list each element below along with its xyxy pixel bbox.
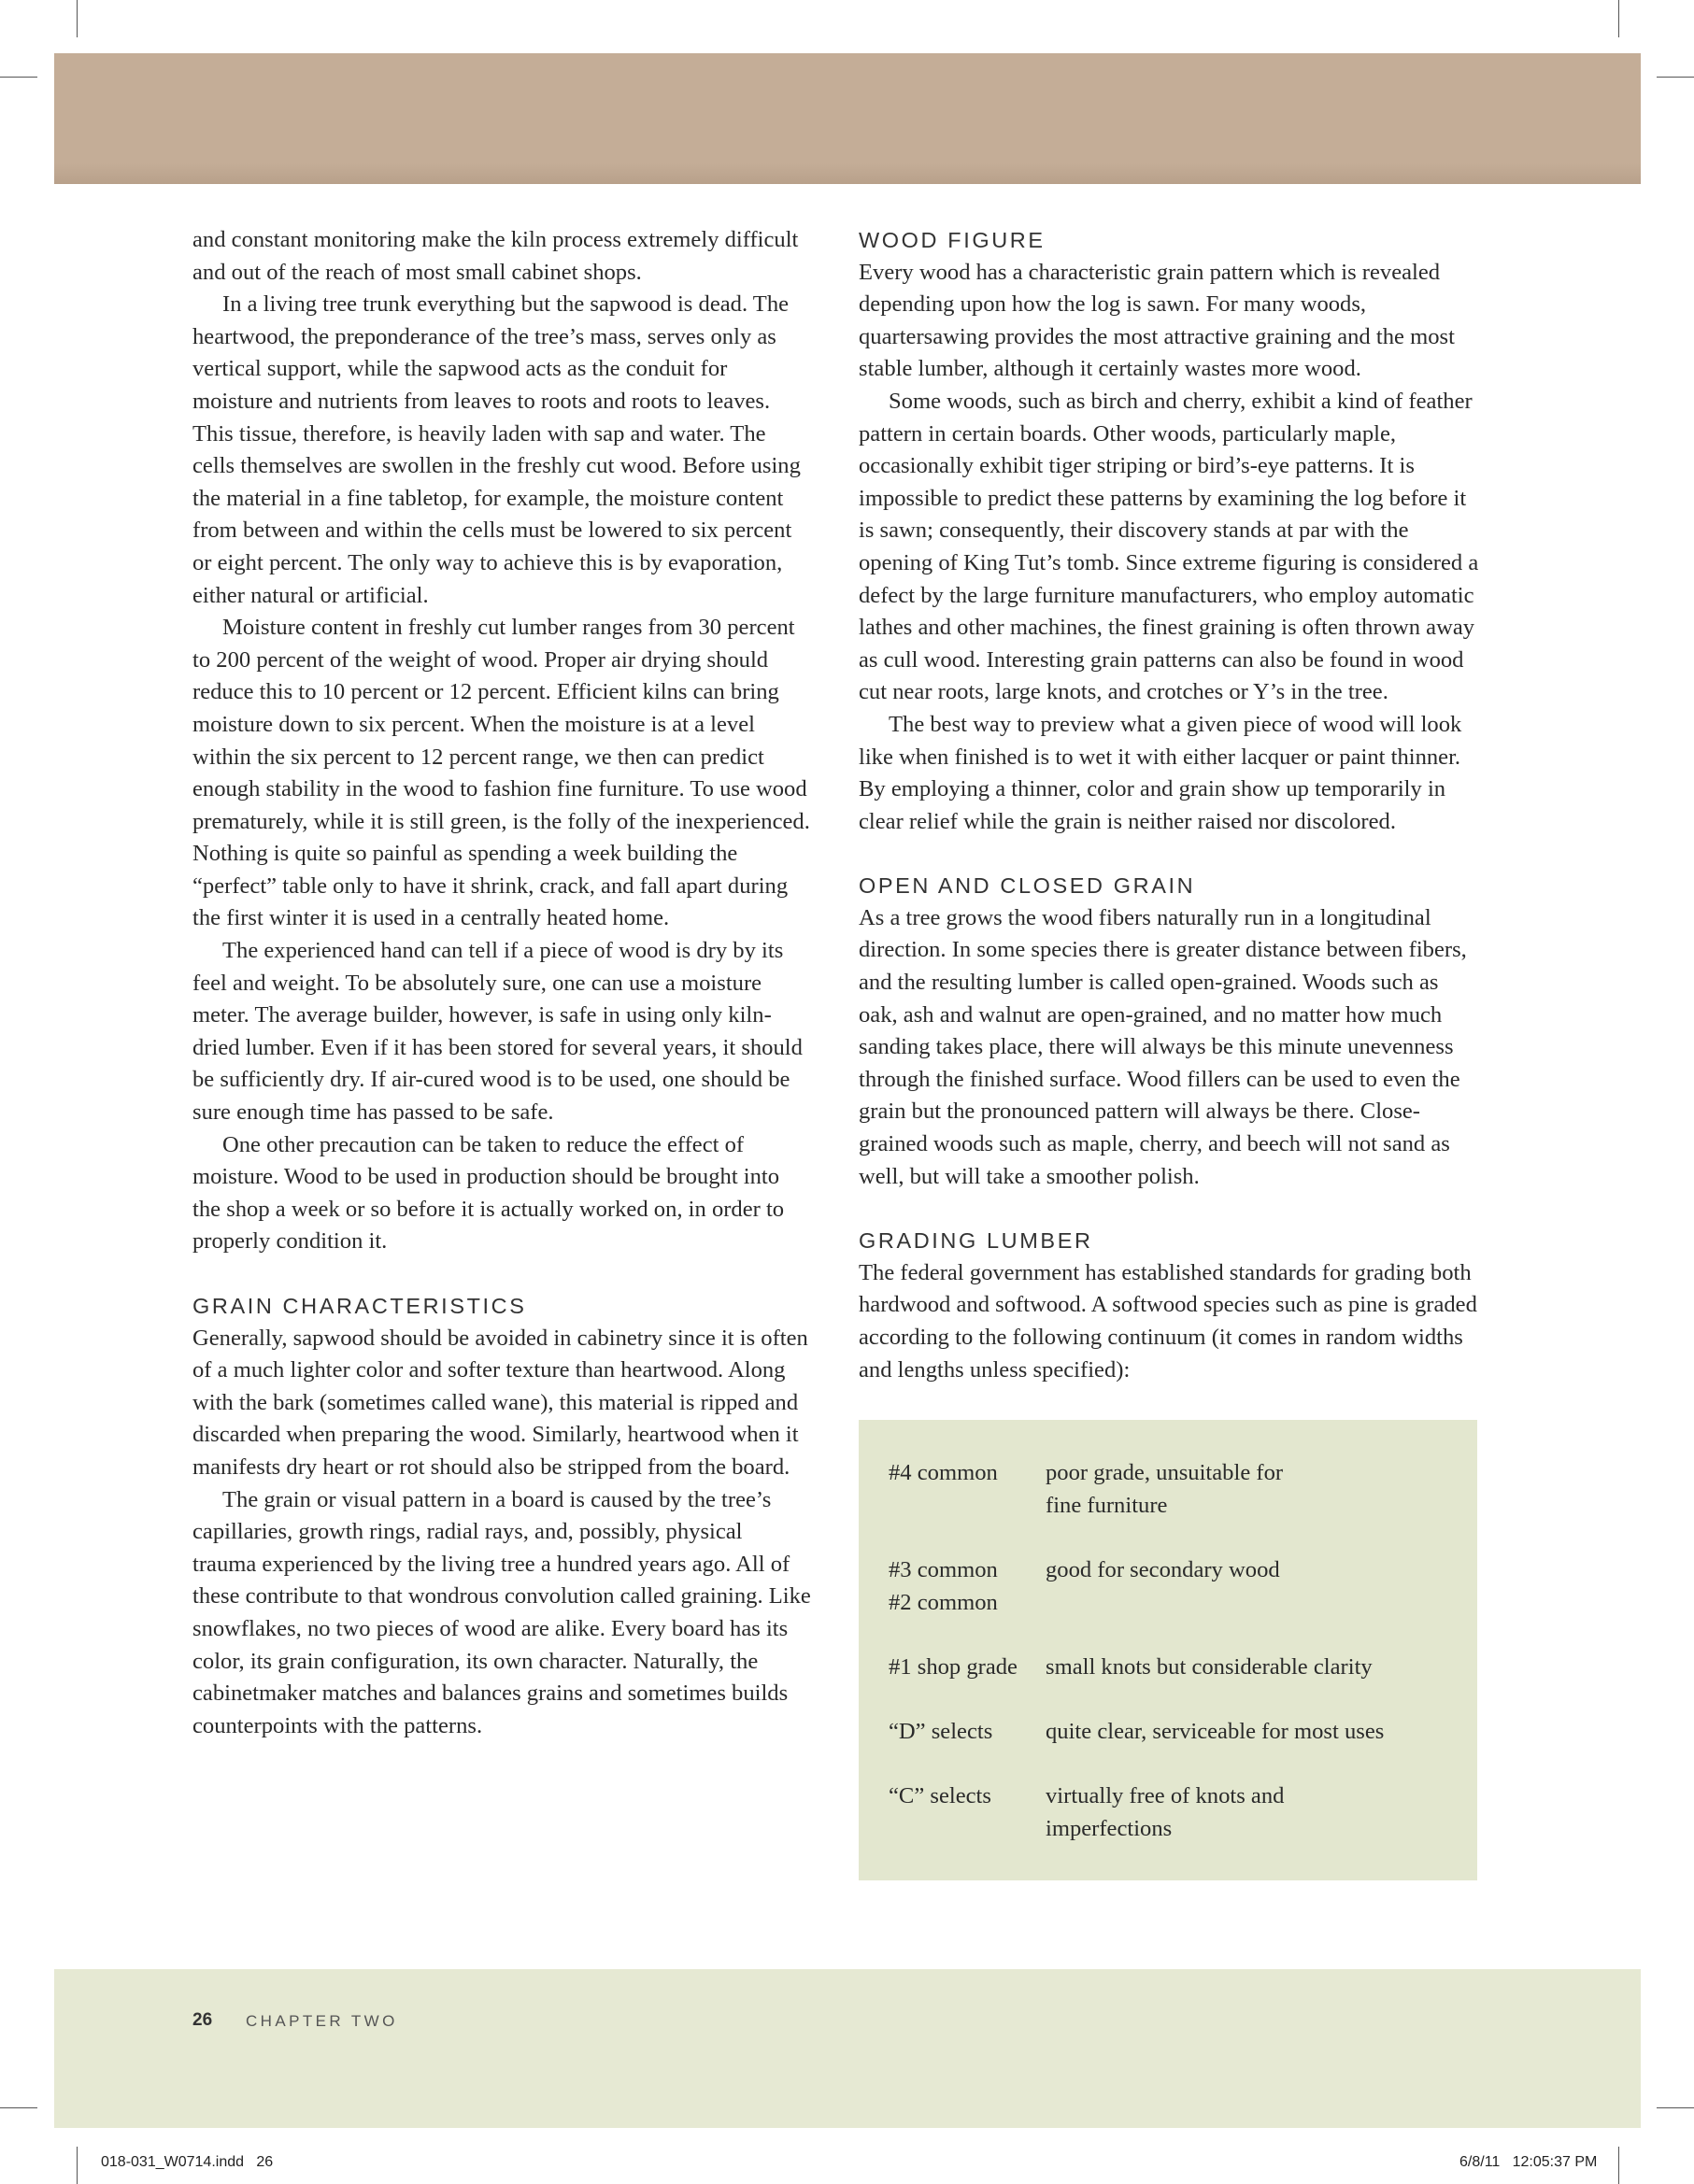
paragraph: Every wood has a characteristic grain pattern which is revealed depending upon how the log is sawn. For many woods, quartersawing provides the most attractive graining and the most stable lumber, although it certainly wastes more wood. [859, 259, 1455, 382]
grade-name: “D” selects [889, 1718, 993, 1744]
paragraph: In a living tree trunk everything but the sapwood is dead. The heartwood, the preponderance of the tree’s mass, serves only as vertical support, while the sapwood acts as the conduit for moisture and nutrients from leaves to roots and roots to leaves. This tissue, therefore, is heavily laden with sap and water. The cells themselves are swollen in the freshly cut wood. Before using the material in a fine tabletop, for example, the moisture content from between and within the cells must be lowered to six percent or eight percent. The only way to achieve this is by evaporation, either natural or artificial. [192, 291, 801, 608]
grade-description: good for secondary wood [1046, 1556, 1280, 1582]
grade-description: virtually free of knots and imperfections [1046, 1783, 1285, 1841]
paragraph: One other precaution can be taken to reduce the effect of moisture. Wood to be used in production should be brought into the shop a week or so before it is actually worked on, in order to properly condition it. [192, 1131, 785, 1255]
chapter-label: CHAPTER TWO [246, 2012, 398, 2030]
section-heading-grain-characteristics: GRAIN CHARACTERISTICS [192, 1294, 527, 1318]
grade-row [859, 1457, 1477, 1522]
paragraph: Some woods, such as birch and cherry, exhibit a kind of feather pattern in certain boards. Other woods, particularly maple, occasionally exhibit tiger striping or bird’s-eye patterns. It is impossible to predict these patterns by examining the log before it is sawn; consequently, their discovery stands at par with the opening of King Tut’s tomb. Since extreme figuring is considered a defect by the large furniture manufacturers, who employ automatic lathes and other machines, the finest graining is often thrown away as cull wood. Interesting grain patterns can also be found in wood cut near roots, large knots, and crotches or Y’s in the tree. [859, 388, 1479, 705]
crop-mark [77, 2147, 78, 2184]
section-heading-wood-figure: WOOD FIGURE [859, 228, 1046, 252]
grade-name: #4 common [889, 1460, 998, 1486]
paragraph: Generally, sapwood should be avoided in cabinetry since it is often of a much lighter color and softer texture than heartwood. Along with the bark (sometimes called wane), this material is ripped and discarded when preparing the wood. Similarly, heartwood when it manifests dry heart or rot should also be stripped from the board. [192, 1325, 808, 1480]
crop-mark [1618, 2147, 1619, 2184]
page-number: 26 [192, 2010, 213, 2030]
grade-name: #3 common #2 common [889, 1556, 998, 1615]
crop-mark [77, 0, 78, 37]
slug-timestamp: 6/8/11 12:05:37 PM [1459, 2154, 1598, 2170]
section-heading-open-closed-grain: OPEN AND CLOSED GRAIN [859, 873, 1196, 899]
left-column [192, 224, 811, 1742]
paragraph: and constant monitoring make the kiln process extremely difficult and out of the reach of most small cabinet shops. [192, 227, 799, 285]
header-band-grain [54, 163, 1641, 184]
right-column [859, 224, 1479, 1880]
slug-filename: 018-031_W0714.indd 26 [101, 2154, 274, 2170]
section-heading-grading-lumber: GRADING LUMBER [859, 1228, 1093, 1254]
crop-mark [1618, 0, 1619, 37]
crop-mark [1657, 2107, 1694, 2108]
paragraph: As a tree grows the wood fibers naturally run in a longitudinal direction. In some species there is greater distance between fibers, and the resulting lumber is called open-grained. Woods such as oak, ash and walnut are open-grained, and no matter how much sanding takes place, there will always be this minute unevenness through the finished surface. Wood fillers can be used to even the grain but the pronounced pattern will always be there. Close-grained woods such as maple, cherry, and beech will not sand as well, but will take a smoother polish. [859, 904, 1467, 1189]
crop-mark [0, 77, 37, 78]
crop-mark [0, 2107, 37, 2108]
grading-table [859, 1420, 1477, 1880]
paragraph: The grain or visual pattern in a board is caused by the tree’s capillaries, growth rings, radial rays, and, possibly, physical trauma experienced by the living tree a hundred years ago. All of these contribute to that wondrous convolution called graining. Like snowflakes, no two pieces of wood are alike. Every board has its color, its grain configuration, its own character. Naturally, the cabinetmaker matches and balances grains and sometimes builds counterpoints with the patterns. [192, 1486, 811, 1738]
paragraph: The experienced hand can tell if a piece of wood is dry by its feel and weight. To be absolutely sure, one can use a moisture meter. The average builder, however, is safe in using only kiln-dried lumber. Even if it has been stored for several years, it should be sufficiently dry. If air-cured wood is to be used, one should be sure enough time has passed to be safe. [192, 938, 803, 1126]
grade-description: quite clear, serviceable for most uses [1046, 1718, 1385, 1744]
grade-description: poor grade, unsuitable for fine furniture [1046, 1460, 1284, 1518]
footer-band [54, 1969, 1641, 2128]
grade-row [859, 1716, 1477, 1749]
grade-row [859, 1554, 1477, 1619]
header-band [54, 53, 1641, 184]
paragraph: The best way to preview what a given piece of wood will look like when finished is to wet it with either lacquer or paint thinner. By employing a thinner, color and grain show up temporarily in clear relief while the grain is neither raised nor discolored. [859, 711, 1462, 834]
crop-mark [1657, 77, 1694, 78]
grade-row [859, 1652, 1477, 1684]
paragraph: Moisture content in freshly cut lumber ranges from 30 percent to 200 percent of the weight of wood. Proper air drying should reduce this to 10 percent or 12 percent. Efficient kilns can bring moisture down to six percent. When the moisture is at a level within the six percent to 12 percent range, we then can predict enough stability in the wood to fashion fine furniture. To use wood prematurely, while it is still green, is the folly of the inexperienced. Nothing is quite so painful as spending a week building the “perfect” table only to have it shrink, crack, and fall apart during the first winter it is used in a centrally heated home. [192, 615, 810, 931]
paragraph: The federal government has established standards for grading both hardwood and softwood. A softwood species such as pine is graded according to the following continuum (it comes in random widths and lengths unless specified): [859, 1259, 1477, 1383]
grade-description: small knots but considerable clarity [1046, 1653, 1373, 1680]
grade-name: “C” selects [889, 1783, 991, 1809]
grade-name: #1 shop grade [889, 1653, 1018, 1680]
grade-row [859, 1780, 1477, 1845]
